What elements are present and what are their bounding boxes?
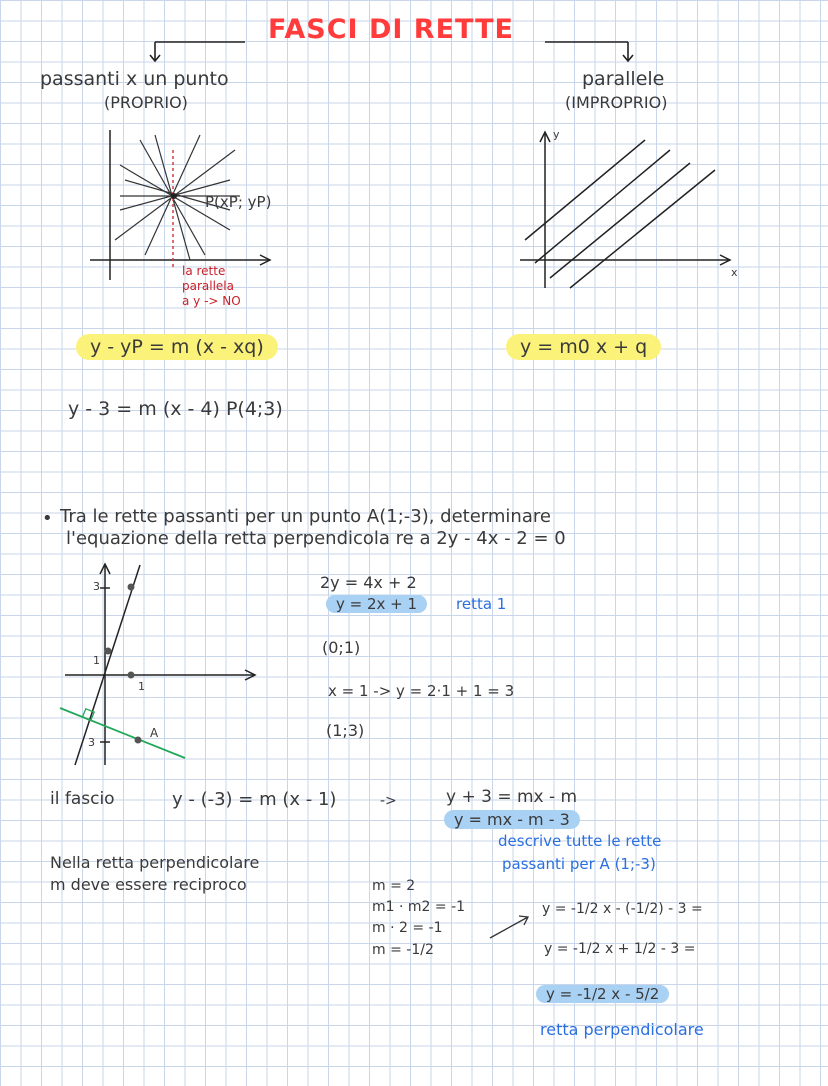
left-heading: passanti x un punto — [40, 68, 229, 90]
step-4: x = 1 -> y = 2·1 + 1 = 3 — [328, 682, 515, 700]
right-heading: parallele — [582, 68, 665, 90]
right-subheading: (IMPROPRIO) — [565, 93, 668, 112]
m-step-1: m = 2 — [372, 878, 416, 894]
exercise-prompt-2: l'equazione della retta perpendicola re a 2y - 4x - 2 = 0 — [66, 528, 566, 549]
fascio-label: il fascio — [50, 789, 115, 809]
point-p — [171, 193, 177, 199]
graph-point — [128, 584, 135, 591]
step-2: y = 2x + 1 — [326, 595, 427, 613]
note-line-3: a y -> NO — [182, 294, 241, 308]
graph-y-tick: 3 — [93, 580, 100, 593]
m-to-final-arrow — [488, 912, 534, 942]
page-title: FASCI DI RETTE — [268, 14, 514, 45]
graph-x-one: 1 — [138, 680, 145, 693]
graph-point — [105, 648, 112, 655]
step-5: (1;3) — [326, 721, 365, 740]
point-p-label: P(xP; yP) — [205, 193, 272, 211]
step-3: (0;1) — [322, 638, 361, 657]
point-a — [135, 737, 142, 744]
parallel-line — [570, 170, 715, 288]
m-step-4: m = -1/2 — [372, 942, 434, 958]
perp-note-2: m deve essere reciproco — [50, 875, 247, 894]
parallel-line — [525, 140, 645, 240]
parallel-line — [535, 150, 670, 263]
graph-point — [128, 672, 135, 679]
note-line-2: parallela — [182, 279, 234, 293]
parallel-graph — [520, 128, 740, 298]
perpendicular-line — [60, 708, 185, 758]
exercise-bullet: • — [42, 508, 53, 529]
fascio-arrow: -> — [380, 793, 397, 809]
right-axis-y: y — [553, 128, 560, 141]
graph-y-one: 1 — [93, 654, 100, 667]
graph-y-neg: 3 — [88, 736, 95, 749]
left-example: y - 3 = m (x - 4) P(4;3) — [68, 398, 283, 420]
m-step-2: m1 · m2 = -1 — [372, 899, 466, 915]
exercise-prompt-1: Tra le rette passanti per un punto A(1;-3), determinare — [60, 506, 551, 527]
final-step-3: y = -1/2 x - 5/2 — [536, 985, 669, 1003]
final-label: retta perpendicolare — [540, 1020, 704, 1039]
perp-note-1: Nella retta perpendicolare — [50, 853, 260, 872]
fascio-note-2: passanti per A (1;-3) — [502, 855, 656, 873]
m-step-3: m · 2 = -1 — [372, 920, 443, 936]
step-2-label: retta 1 — [456, 595, 507, 613]
final-step-1: y = -1/2 x - (-1/2) - 3 = — [542, 901, 703, 917]
fascio-note-1: descrive tutte le rette — [498, 832, 662, 850]
left-equation: y - yP = m (x - xq) — [76, 334, 278, 360]
right-axis-x: x — [731, 266, 738, 279]
note-line-1: la rette — [182, 264, 226, 278]
graph-point-a: A — [150, 726, 159, 740]
fascio-result-1: y + 3 = mx - m — [446, 787, 578, 807]
fascio-eq: y - (-3) = m (x - 1) — [172, 789, 337, 810]
retta-1 — [75, 565, 140, 765]
step-1: 2y = 4x + 2 — [320, 573, 417, 592]
left-subheading: (PROPRIO) — [104, 93, 188, 112]
right-equation: y = m0 x + q — [506, 334, 661, 360]
final-step-2: y = -1/2 x + 1/2 - 3 = — [544, 941, 696, 957]
fascio-result-2: y = mx - m - 3 — [444, 810, 580, 829]
